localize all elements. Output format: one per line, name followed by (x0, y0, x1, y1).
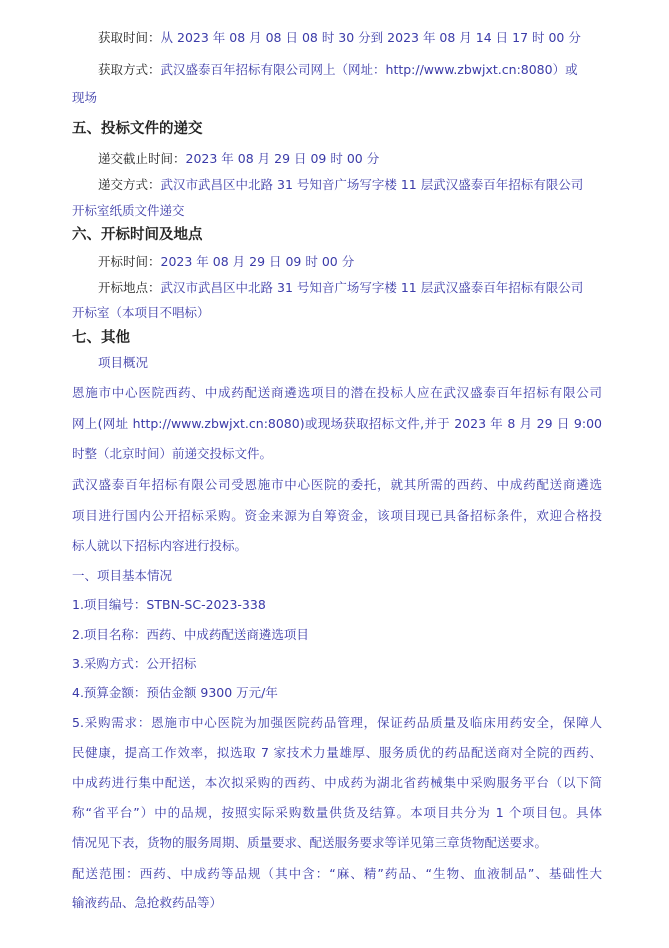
para2-line3: 标人就以下招标内容进行投标。 (72, 538, 248, 553)
item5-line3: 中成药进行集中配送，本次拟采购的西药、中成药为湖北省药械集中采购服务平台（以下简 (72, 775, 602, 790)
item5-line5: 情况见下表，货物的服务周期、质量要求、配送服务要求等详见第三章货物配送要求。 (72, 835, 548, 850)
item-purchase-method: 3.采购方式：公开招标 (72, 656, 197, 671)
acquire-time-value: 从 2023 年 08 月 08 日 08 时 30 分到 2023 年 08 月 14 日 17 时 00 分 (160, 30, 581, 45)
open-place-value: 武汉市武昌区中北路 31 号知音广场写字楼 11 层武汉盛泰百年招标有限公司 (160, 280, 584, 295)
acquire-method-label: 获取方式： (98, 62, 161, 77)
open-place-value-cont: 开标室（本项目不唱标） (72, 305, 210, 320)
item5-line4: 称“省平台”）中的品规，按照实际采购数量供货及结算。本项目共分为 1 个项目包。具体 (72, 805, 602, 820)
scope-line1: 配送范围：西药、中成药等品规（其中含：“麻、精”药品、“生物、血液制品”、基础性大 (72, 866, 602, 881)
item5-line1: 5.采购需求：恩施市中心医院为加强医院药品管理，保证药品质量及临床用药安全，保障人 (72, 715, 602, 730)
acquire-time-label: 获取时间： (98, 30, 161, 45)
submit-method-label: 递交方式： (98, 177, 161, 192)
para1-line1: 恩施市中心医院西药、中成药配送商遴选项目的潜在投标人应在武汉盛泰百年招标有限公司 (72, 385, 602, 400)
open-place-line (98, 280, 583, 296)
acquire-method-value-cont: 现场 (72, 90, 98, 105)
section5-heading: 五、投标文件的递交 (72, 121, 203, 137)
open-time-value: 2023 年 08 月 29 日 09 时 00 分 (160, 254, 355, 269)
acquire-method-line (98, 62, 578, 78)
basic-info-heading: 一、项目基本情况 (72, 568, 173, 583)
submit-method-value: 武汉市武昌区中北路 31 号知音广场写字楼 11 层武汉盛泰百年招标有限公司 (160, 177, 584, 192)
open-time-line (98, 254, 354, 270)
section6-heading: 六、开标时间及地点 (72, 227, 203, 243)
open-time-label: 开标时间： (98, 254, 161, 269)
item-budget: 4.预算金额：预估金额 9300 万元/年 (72, 685, 278, 700)
para1-line2: 网上(网址 http://www.zbwjxt.cn:8080)或现场获取招标文件,并于 2023 年 8 月 29 日 9:00 (72, 416, 602, 431)
para2-line2: 项目进行国内公开招标采购。资金来源为自筹资金，该项目现已具备招标条件，欢迎合格投 (72, 508, 602, 523)
deadline-line (98, 151, 379, 167)
overview-label: 项目概况 (98, 355, 149, 370)
deadline-label: 递交截止时间： (98, 151, 186, 166)
acquire-time-line (98, 30, 581, 46)
open-place-label: 开标地点： (98, 280, 161, 295)
scope-line2: 输液药品、急抢救药品等） (72, 895, 223, 910)
submit-method-value-cont: 开标室纸质文件递交 (72, 203, 185, 218)
para1-line3: 时整（北京时间）前递交投标文件。 (72, 446, 273, 461)
item-project-number: 1.项目编号：STBN-SC-2023-338 (72, 597, 266, 612)
section7-heading: 七、其他 (72, 330, 130, 346)
para2-line1: 武汉盛泰百年招标有限公司受恩施市中心医院的委托，就其所需的西药、中成药配送商遴选 (72, 477, 602, 492)
deadline-value: 2023 年 08 月 29 日 09 时 00 分 (185, 151, 380, 166)
submit-method-line (98, 177, 583, 193)
item-project-name: 2.项目名称：西药、中成药配送商遴选项目 (72, 627, 309, 642)
item5-line2: 民健康，提高工作效率，拟选取 7 家技术力量雄厚、服务质优的药品配送商对全院的西药、 (72, 745, 602, 760)
acquire-method-value: 武汉盛泰百年招标有限公司网上（网址：http://www.zbwjxt.cn:8080）或 (160, 62, 578, 77)
